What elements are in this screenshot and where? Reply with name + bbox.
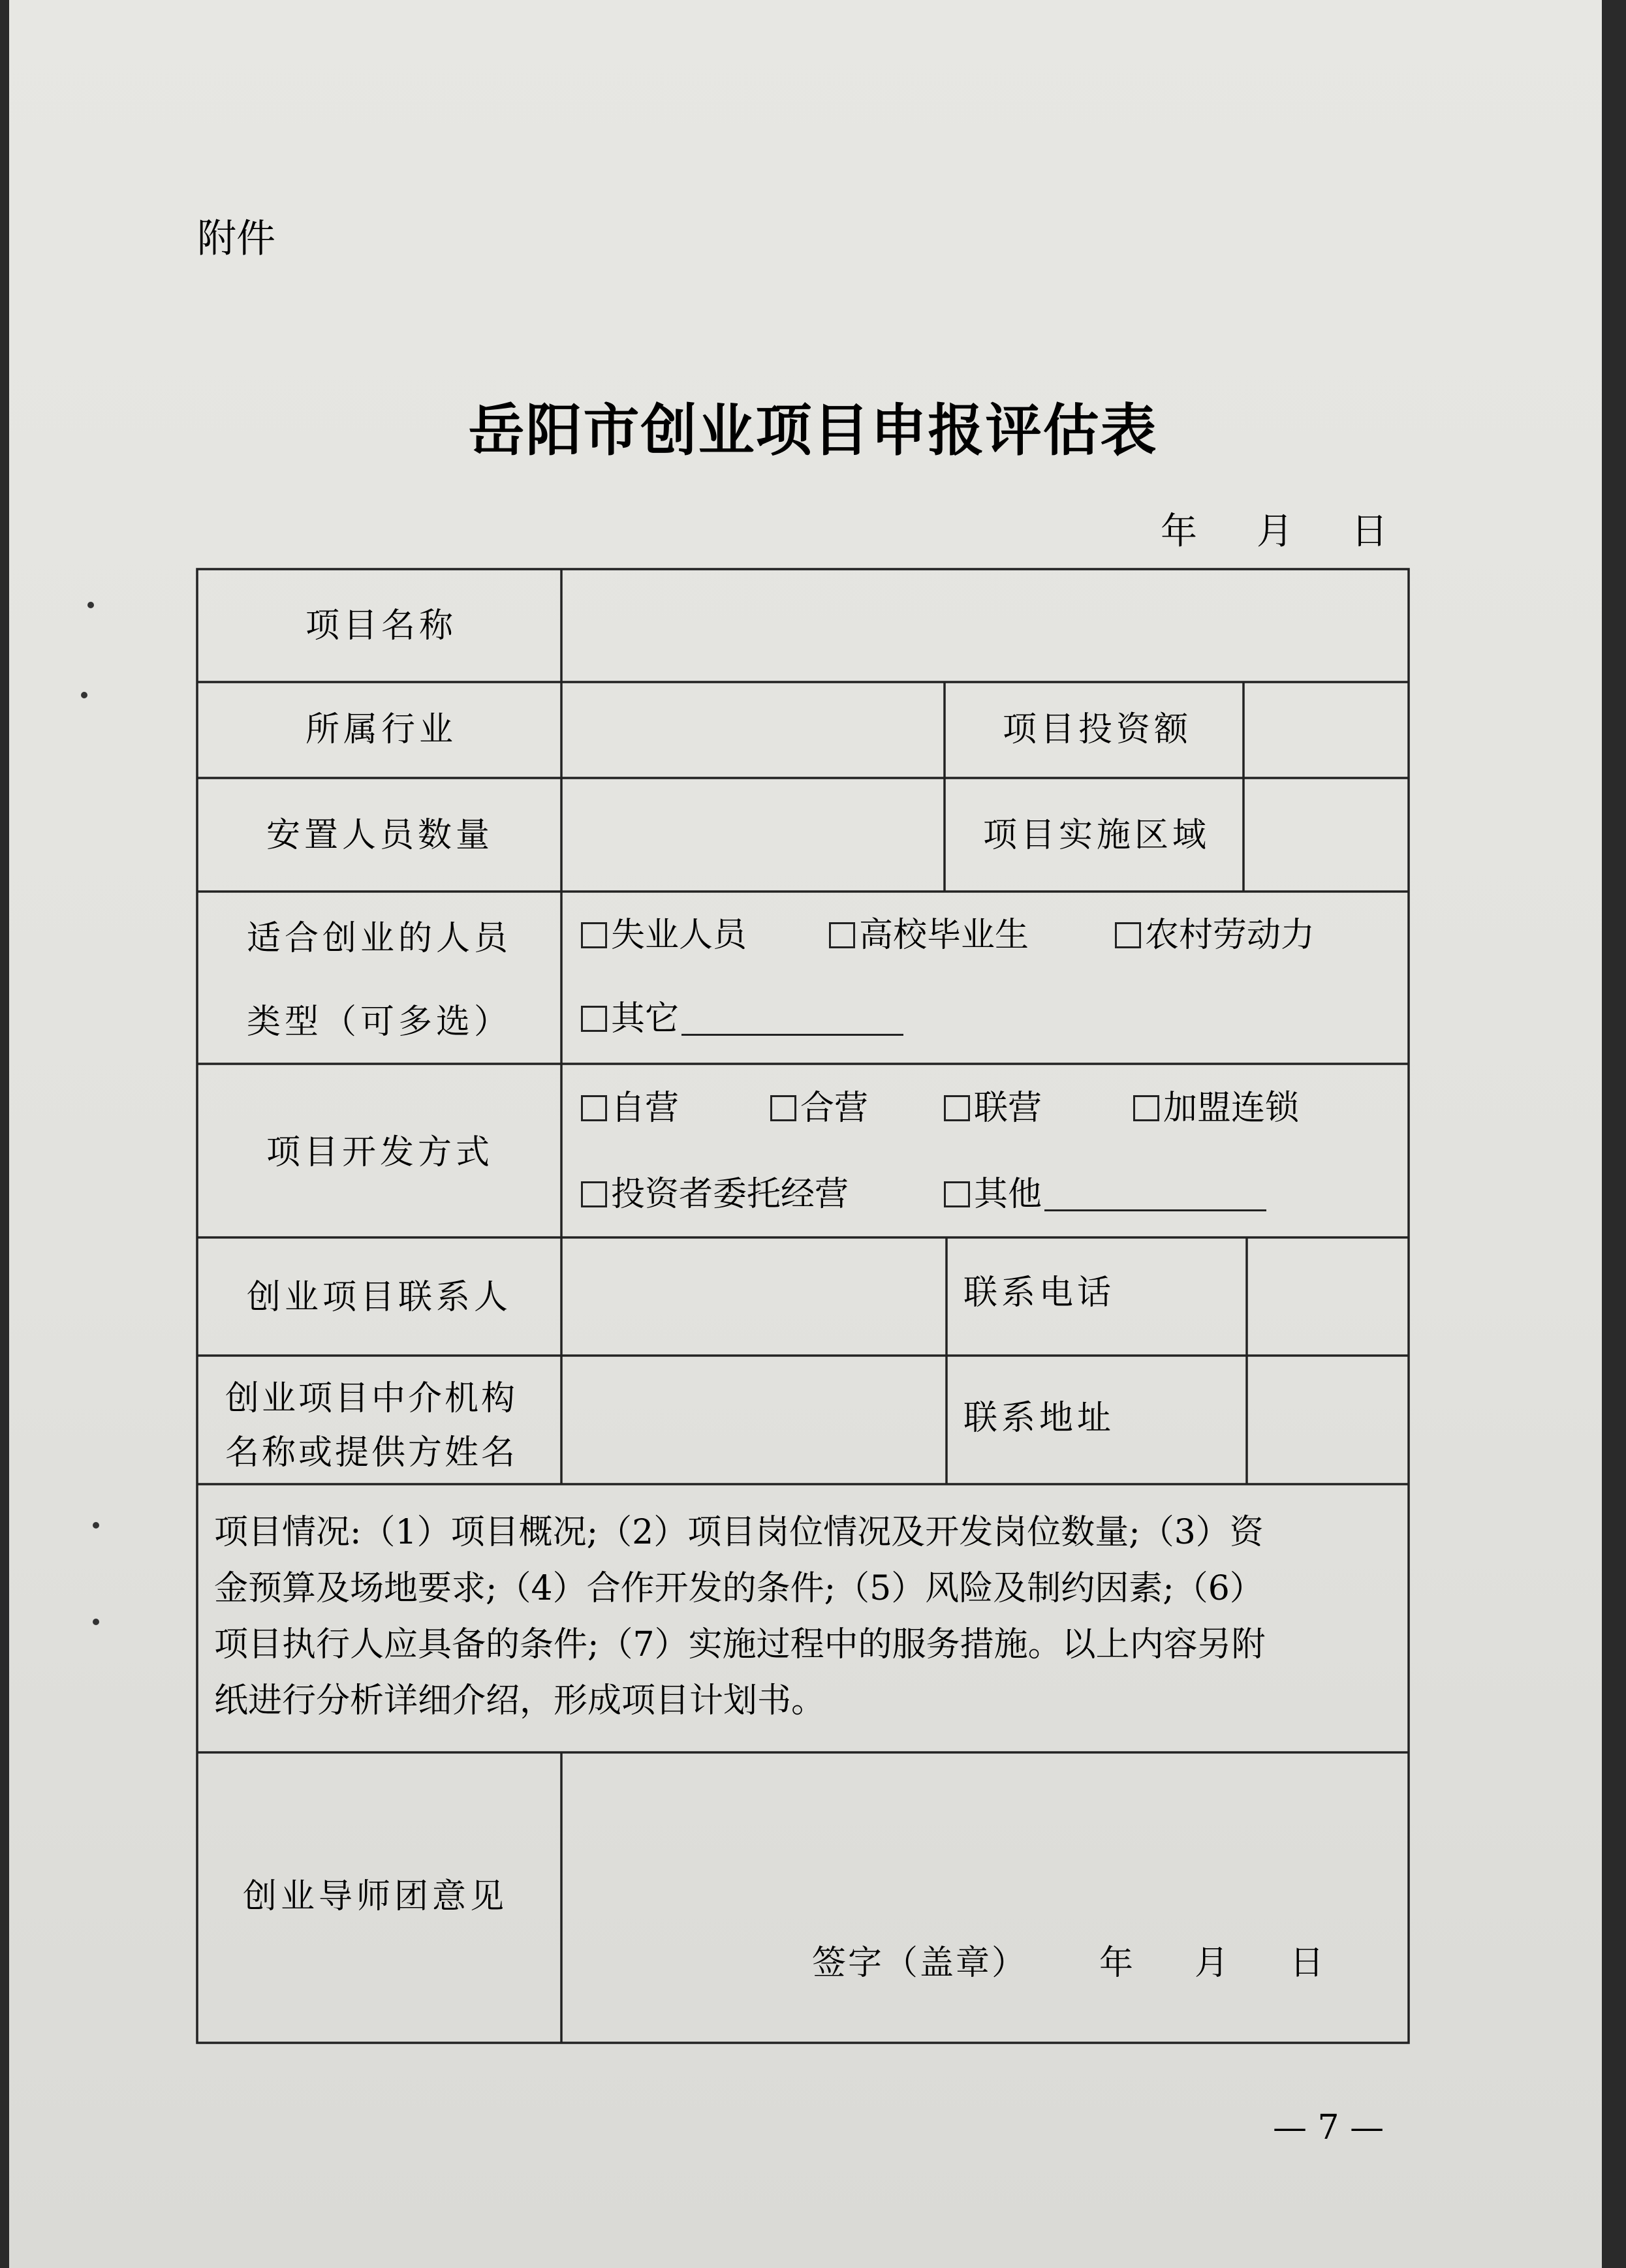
signature-label: 签字（盖章） <box>812 1944 1028 1983</box>
label-investment: 项目投资额 <box>1003 710 1193 749</box>
option-other-person[interactable]: 其它 <box>581 1002 903 1036</box>
page-number: — 7 — <box>1273 2108 1384 2147</box>
binding-hole-mark <box>81 692 87 698</box>
label-contact: 创业项目联系人 <box>247 1278 512 1317</box>
date-day: 日 <box>1351 510 1388 553</box>
project-info-line: 金预算及场地要求;（4）合作开发的条件;（5）风险及制约因素;（6） <box>214 1569 1264 1608</box>
checkbox-icon[interactable] <box>581 922 607 948</box>
option-joint-venture[interactable]: 合营 <box>770 1091 868 1125</box>
label-region: 项目实施区域 <box>983 816 1211 855</box>
label-address: 联系地址 <box>963 1399 1116 1438</box>
signature-day: 日 <box>1290 1944 1328 1983</box>
checkbox-icon[interactable] <box>770 1095 796 1121</box>
option-self-run[interactable]: 自营 <box>581 1091 679 1125</box>
option-investor-entrusted[interactable]: 投资者委托经营 <box>581 1177 849 1211</box>
checkbox-icon[interactable] <box>581 1006 607 1032</box>
label-person-types-2: 类型（可多选） <box>247 1002 512 1042</box>
attachment-label: 附件 <box>197 216 275 262</box>
binding-hole-mark <box>93 1522 99 1529</box>
label-mentor-opinion: 创业导师团意见 <box>243 1877 508 1916</box>
label-agency-1: 创业项目中介机构 <box>225 1379 518 1418</box>
label-industry: 所属行业 <box>305 710 458 749</box>
form-title: 岳阳市创业项目申报评估表 <box>468 398 1158 463</box>
option-other-method[interactable]: 其他 <box>944 1177 1266 1211</box>
option-alliance[interactable]: 联营 <box>944 1091 1042 1125</box>
label-project-name: 项目名称 <box>305 606 458 645</box>
checkbox-icon[interactable] <box>1133 1095 1159 1121</box>
project-info-line: 项目执行人应具备的条件;（7）实施过程中的服务措施。以上内容另附 <box>214 1625 1266 1664</box>
binding-hole-mark <box>87 602 94 608</box>
fill-in-blank[interactable] <box>681 1002 903 1036</box>
signature-month: 月 <box>1195 1944 1233 1983</box>
label-staff-count: 安置人员数量 <box>266 816 494 855</box>
binding-hole-mark <box>93 1619 99 1625</box>
label-person-types-1: 适合创业的人员 <box>247 919 512 958</box>
label-dev-method: 项目开发方式 <box>266 1133 494 1172</box>
fill-in-blank[interactable] <box>1044 1178 1266 1211</box>
project-info-line: 项目情况:（1）项目概况;（2）项目岗位情况及开发岗位数量;（3）资 <box>214 1513 1264 1552</box>
checkbox-icon[interactable] <box>944 1095 970 1121</box>
checkbox-icon[interactable] <box>944 1181 970 1207</box>
date-month: 月 <box>1257 510 1293 553</box>
label-agency-2: 名称或提供方姓名 <box>225 1433 518 1472</box>
checkbox-icon[interactable] <box>1115 922 1141 948</box>
project-info-paragraph <box>214 1504 1402 1729</box>
option-franchise[interactable]: 加盟连锁 <box>1133 1091 1299 1125</box>
option-rural-labor[interactable]: 农村劳动力 <box>1115 918 1315 952</box>
option-graduates[interactable]: 高校毕业生 <box>829 918 1029 952</box>
date-year: 年 <box>1161 510 1197 553</box>
checkbox-icon[interactable] <box>581 1181 607 1207</box>
checkbox-icon[interactable] <box>829 922 855 948</box>
signature-year: 年 <box>1099 1944 1138 1983</box>
checkbox-icon[interactable] <box>581 1095 607 1121</box>
option-unemployed[interactable]: 失业人员 <box>581 918 747 952</box>
project-info-line: 纸进行分析详细介绍，形成项目计划书。 <box>214 1681 826 1720</box>
label-phone: 联系电话 <box>963 1273 1116 1313</box>
